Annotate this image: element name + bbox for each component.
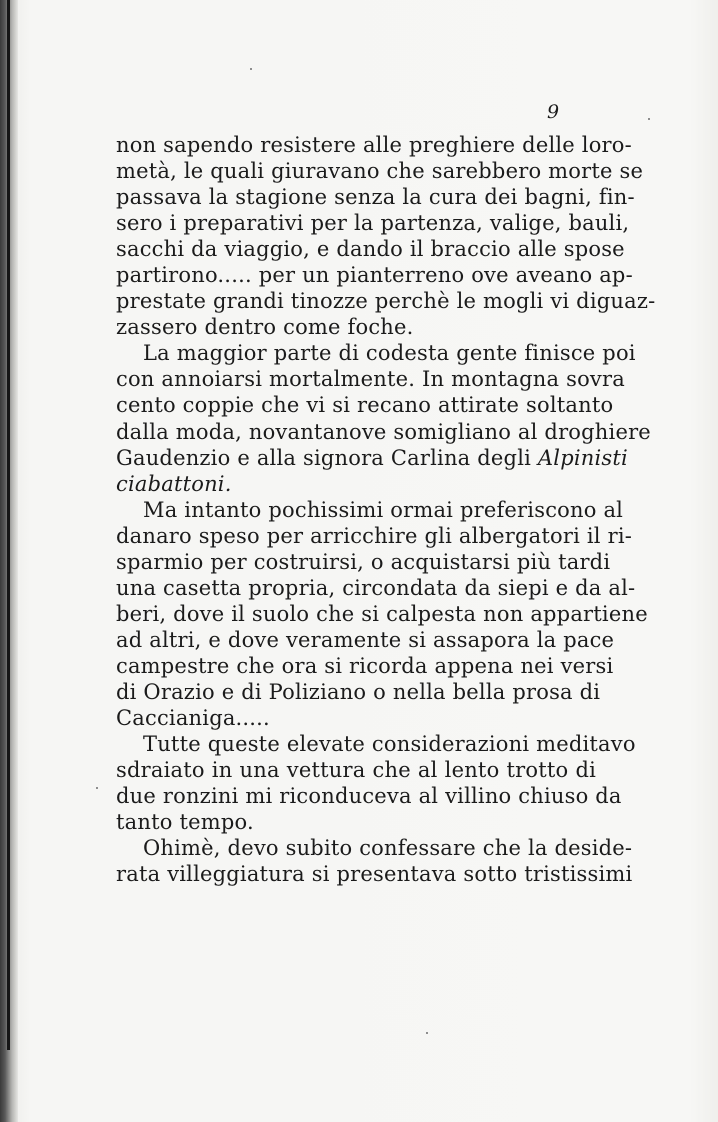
text-line-with-italic bbox=[116, 445, 628, 471]
text-fragment: Gaudenzio e alla signora Carlina degli bbox=[116, 445, 532, 470]
text-line: Ohimè, devo subito confessare che la deside- bbox=[143, 836, 633, 861]
paper-speck bbox=[96, 787, 98, 789]
text-line: sdraiato in una vettura che al lento trotto di bbox=[116, 758, 596, 783]
italic-title-fragment: ciabattoni. bbox=[116, 471, 232, 496]
text-line: non sapendo resistere alle preghiere delle loro- bbox=[116, 133, 632, 157]
paper-speck bbox=[426, 1032, 428, 1034]
text-line: ad altri, e dove veramente si assapora la pace bbox=[116, 627, 615, 652]
text-line: tanto tempo. bbox=[116, 810, 254, 835]
paper-speck bbox=[250, 68, 252, 70]
text-line: sparmio per costruirsi, o acquistarsi più tardi bbox=[116, 549, 611, 574]
text-line: beri, dove il suolo che si calpesta non appartiene bbox=[116, 601, 648, 626]
text-line: metà, le quali giuravano che sarebbero morte se bbox=[116, 159, 644, 184]
text-line: una casetta propria, circondata da siepi e da al- bbox=[116, 575, 636, 600]
text-line: Tutte queste elevate considerazioni meditavo bbox=[143, 732, 636, 757]
text-line: di Orazio e di Poliziano o nella bella prosa di bbox=[116, 679, 601, 704]
text-line: La maggior parte di codesta gente finisce poi bbox=[143, 341, 636, 366]
text-line: prestate grandi tinozze perchè le mogli vi diguaz- bbox=[116, 289, 656, 314]
page-number: 9 bbox=[547, 101, 560, 123]
text-line: sero i preparativi per la partenza, valige, bauli, bbox=[116, 211, 630, 236]
text-line: rata villeggiatura si presentava sotto tristissimi bbox=[116, 862, 633, 887]
text-line: passava la stagione senza la cura dei bagni, fin- bbox=[116, 185, 635, 210]
text-line: partirono..... per un pianterreno ove aveano ap- bbox=[116, 263, 633, 288]
text-line: Caccianiga..... bbox=[116, 706, 270, 731]
binding-edge bbox=[7, 0, 10, 1050]
text-line: danaro speso per arricchire gli albergatori il ri- bbox=[116, 523, 633, 548]
text-line: cento coppie che vi si recano attirate soltanto bbox=[116, 393, 614, 418]
text-line: campestre che ora si ricorda appena nei versi bbox=[116, 653, 614, 678]
text-line: dalla moda, novantanove somigliano al droghiere bbox=[116, 419, 651, 444]
text-line: due ronzini mi riconduceva al villino chiuso da bbox=[116, 784, 622, 809]
text-line: Ma intanto pochissimi ormai preferiscono al bbox=[143, 497, 624, 522]
text-line: con annoiarsi mortalmente. In montagna sovra bbox=[116, 367, 625, 392]
book-spine-shadow bbox=[0, 0, 18, 1122]
body-text bbox=[116, 132, 656, 887]
paper-speck bbox=[648, 118, 650, 120]
text-line: sacchi da viaggio, e dando il braccio alle spose bbox=[116, 237, 625, 262]
italic-title-fragment: Alpinisti bbox=[537, 445, 628, 470]
text-line: zassero dentro come foche. bbox=[116, 315, 414, 340]
